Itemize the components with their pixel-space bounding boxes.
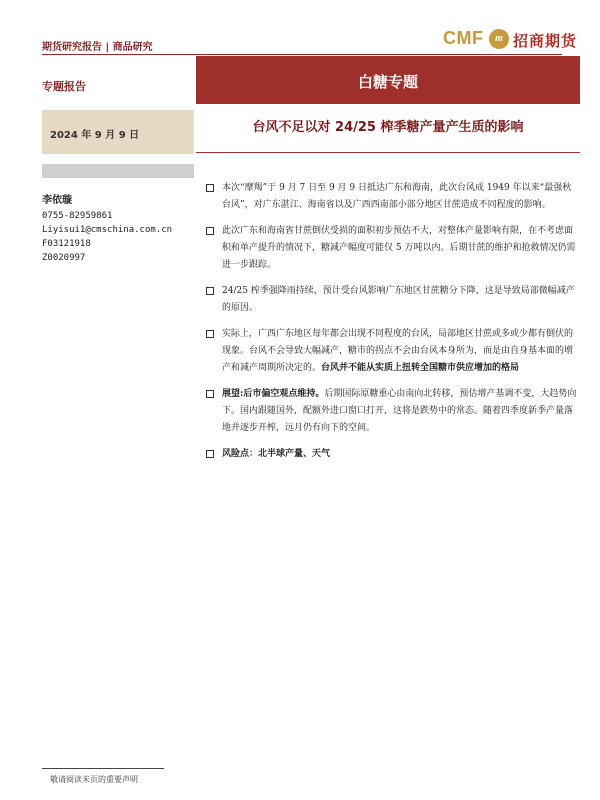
summary-item: [206, 180, 578, 214]
summary-item: [206, 446, 578, 463]
summary-text: 实际上，广西广东地区每年都会出现不同程度的台风，局部地区甘蔗或多或少都有倒伏的现象。台风不会导致大幅减产，糖市的拐点不会由台风本身所为，而是由自身基本面的增产和减产周期所决定的。: [222, 329, 574, 373]
header-divider: [42, 54, 562, 55]
square-bullet-icon: [206, 330, 214, 338]
summary-text: 后期国际原糖重心由南向北转移，预估增产基调不变，大趋势向下。国内跟随国外，配额外进口窗口打开，这将是跌势中的常态。随着四季度新季产量落地并逐步开榨，远月仍有向下的空间。: [222, 389, 577, 433]
summary-item: [206, 283, 578, 317]
summary-text: 此次广东和海南省甘蔗倒伏受损的面积初步预估不大，对整体产量影响有限，在不考虑面积和单产提升的情况下，糖减产幅度可能仅 5 万吨以内。后期甘蔗的维护和抢救情况仍需进一步跟踪。: [222, 226, 576, 270]
square-bullet-icon: [206, 287, 214, 295]
summary-text: 24/25 榨季强降雨持续，预计受台风影响广东地区甘蔗糖分下降，这是导致局部微幅减产的原因。: [222, 286, 575, 313]
author-license-1: F03121918: [42, 239, 91, 249]
logo-latin: CMF: [443, 28, 484, 48]
square-bullet-icon: [206, 390, 214, 398]
author-license-2: Z0020997: [42, 253, 86, 263]
topic-banner: [196, 56, 580, 104]
author-email: Liyisui1@cmschina.com.cn: [42, 225, 173, 235]
topic-label: 白糖专题: [357, 73, 418, 91]
date-panel: [42, 110, 194, 154]
title-divider: [196, 152, 580, 153]
report-category: 期货研究报告 | 商品研究: [42, 42, 153, 53]
summary-text: 本次“摩羯”于 9 月 7 日至 9 月 9 日抵达广东和海南，此次台风成 1949 年以来“最强秋台风”，对广东湛江、海南省以及广西西南部小部分地区甘蔗造成不同程度的影响。: [222, 183, 572, 210]
outlook-lead: 展望:后市偏空观点维持。: [222, 389, 325, 399]
report-title: 台风不足以对 24/25 榨季糖产量产生质的影响: [252, 120, 524, 135]
summary-emphasis: 台风并不能从实质上扭转全国糖市供应增加的格局: [321, 363, 520, 373]
risk-lead: 风险点：北半球产量、天气: [222, 449, 331, 459]
summary-item: [206, 326, 578, 377]
summary-list: [206, 180, 578, 472]
summary-item: [206, 223, 578, 274]
report-date: 2024 年 9 月 9 日: [50, 130, 140, 141]
company-logo: [443, 28, 583, 52]
logo-chinese: 招商期货: [513, 32, 578, 50]
sidebar-divider: [42, 164, 194, 178]
author-phone: 0755-82959861: [42, 211, 113, 221]
square-bullet-icon: [206, 184, 214, 192]
logo-badge-icon: m: [489, 29, 509, 49]
report-type: 专题报告: [42, 80, 86, 93]
disclaimer-note: 敬请阅读末页的重要声明: [50, 775, 138, 784]
square-bullet-icon: [206, 450, 214, 458]
summary-item: [206, 386, 578, 437]
author-block: [42, 194, 202, 265]
footer-divider: [42, 768, 164, 769]
square-bullet-icon: [206, 227, 214, 235]
author-name: 李依璇: [42, 195, 72, 206]
